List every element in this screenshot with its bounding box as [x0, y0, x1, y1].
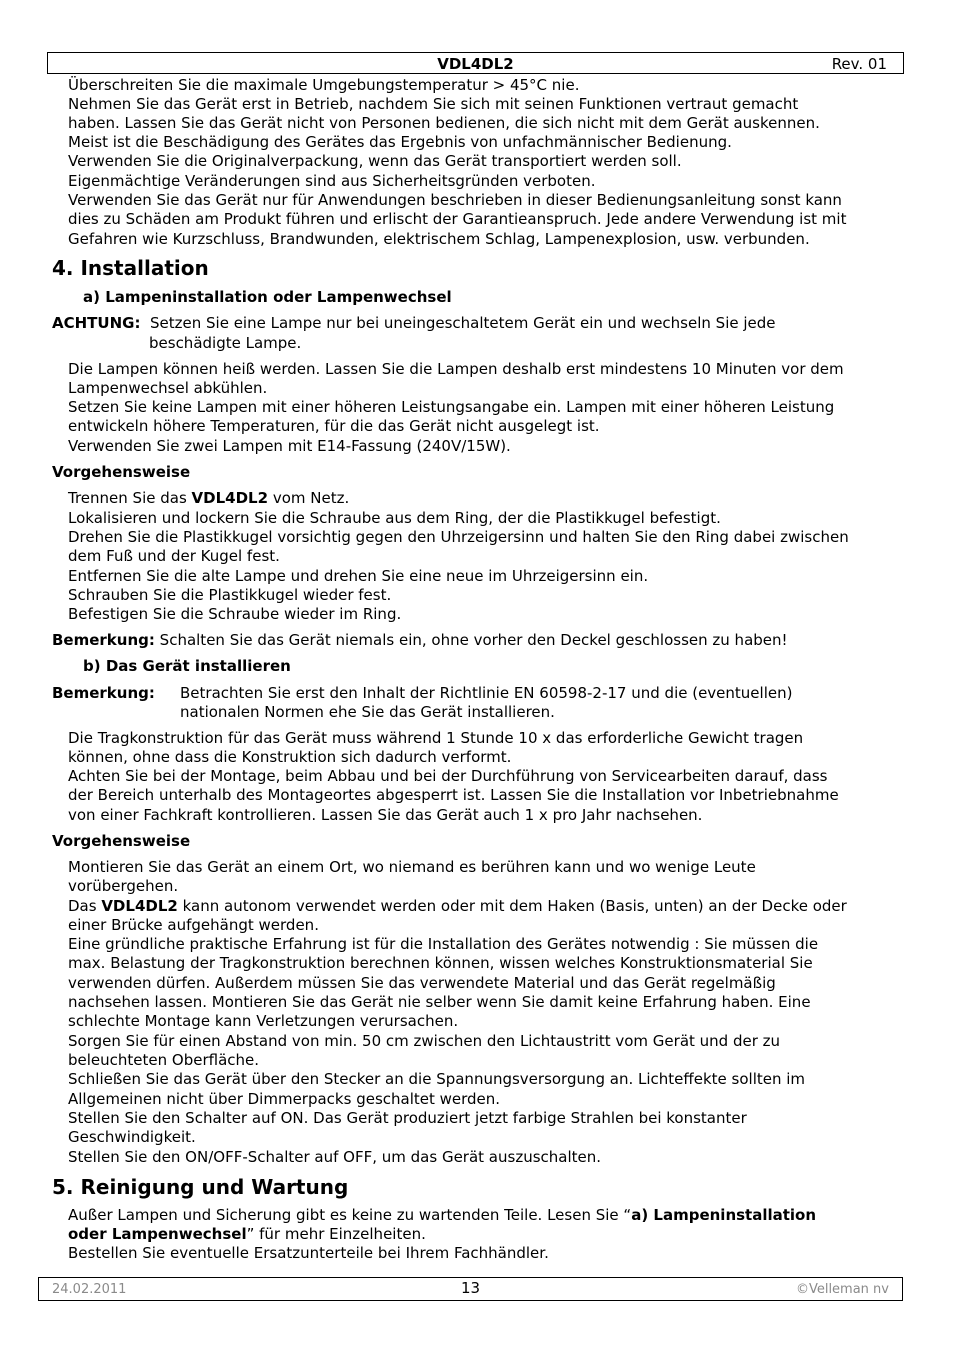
- text-line: Trennen Sie das VDL4DL2 vom Netz.: [68, 489, 350, 507]
- text-line: Nehmen Sie das Gerät erst in Betrieb, nachdem Sie sich mit seinen Funktionen vertraut gemacht: [68, 95, 799, 113]
- text-line: Befestigen Sie die Schraube wieder im Ring.: [68, 605, 402, 623]
- text-line: beleuchteten Oberfläche.: [68, 1051, 260, 1069]
- text-line: Eine gründliche praktische Erfahrung ist für die Installation des Gerätes notwendig : Sie müssen die: [68, 935, 819, 953]
- document-model: VDL4DL2: [437, 55, 514, 73]
- text-line: oder Lampenwechsel” für mehr Einzelheiten.: [68, 1225, 426, 1243]
- text-line: max. Belastung der Tragkonstruktion berechnen können, wissen welches Konstruktionsmaterial Sie: [68, 954, 813, 972]
- text-line: Meist ist die Beschädigung des Gerätes das Ergebnis von unfachmännischer Bedienung.: [68, 133, 732, 151]
- text-line: dem Fuß und der Kugel fest.: [68, 547, 280, 565]
- revision-label: Rev. 01: [831, 55, 887, 73]
- text-line: Überschreiten Sie die maximale Umgebungstemperatur > 45°C nie.: [68, 76, 580, 94]
- text-line: Verwenden Sie das Gerät nur für Anwendungen beschrieben in dieser Bedienungsanleitung sonst kann: [68, 191, 842, 209]
- text-line: Lokalisieren und lockern Sie die Schraube aus dem Ring, der die Plastikkugel befestigt.: [68, 509, 721, 527]
- text-line: Sorgen Sie für einen Abstand von min. 50 cm zwischen den Lichtaustritt vom Gerät und der zu: [68, 1032, 781, 1050]
- text-line: Drehen Sie die Plastikkugel vorsichtig gegen den Uhrzeigersinn und halten Sie den Ring dabei zwischen: [68, 528, 849, 546]
- text-line: Schließen Sie das Gerät über den Stecker an die Spannungsversorgung an. Lichteffekte sollten im: [68, 1070, 806, 1088]
- procedure-heading: Vorgehensweise: [52, 463, 191, 481]
- text-line: Das VDL4DL2 kann autonom verwendet werden oder mit dem Haken (Basis, unten) an der Decke oder: [68, 897, 847, 915]
- remark-label: Bemerkung:: [52, 684, 155, 702]
- text-line: Eigenmächtige Veränderungen sind aus Sicherheitsgründen verboten.: [68, 172, 596, 190]
- text-line: Montieren Sie das Gerät an einem Ort, wo niemand es berühren kann und wo wenige Leute: [68, 858, 756, 876]
- text-line: Bestellen Sie eventuelle Ersatzunterteile bei Ihrem Fachhändler.: [68, 1244, 549, 1262]
- text-line: Gefahren wie Kurzschluss, Brandwunden, elektrischem Schlag, Lampenexplosion, usw. verbunden.: [68, 230, 810, 248]
- remark-text: nationalen Normen ehe Sie das Gerät installieren.: [180, 703, 555, 721]
- text-line: Außer Lampen und Sicherung gibt es keine zu wartenden Teile. Lesen Sie “a) Lampeninstallation: [68, 1206, 817, 1224]
- warning-label: ACHTUNG:: [52, 314, 141, 332]
- text-line: Entfernen Sie die alte Lampe und drehen Sie eine neue im Uhrzeigersinn ein.: [68, 567, 649, 585]
- remark-line: Bemerkung: Schalten Sie das Gerät niemals ein, ohne vorher den Deckel geschlossen zu haben!: [52, 631, 788, 649]
- section-heading-installation: 4. Installation: [52, 256, 209, 280]
- text-line: schlechte Montage kann Verletzungen verursachen.: [68, 1012, 459, 1030]
- text-line: entwickeln höhere Temperaturen, für die das Gerät nicht ausgelegt ist.: [68, 417, 600, 435]
- warning-text: beschädigte Lampe.: [149, 334, 302, 352]
- text-line: Die Lampen können heiß werden. Lassen Sie die Lampen deshalb erst mindestens 10 Minuten vor dem: [68, 360, 844, 378]
- text-line: der Bereich unterhalb des Montageortes abgesperrt ist. Lassen Sie die Installation vor Inbetriebnahme: [68, 786, 839, 804]
- text-line: nachsehen lassen. Montieren Sie das Gerät nie selber wenn Sie damit keine Erfahrung haben. Eine: [68, 993, 811, 1011]
- footer-copyright: ©Velleman nv: [795, 1282, 889, 1297]
- procedure-heading: Vorgehensweise: [52, 832, 191, 850]
- text-line: Stellen Sie den ON/OFF-Schalter auf OFF, um das Gerät auszuschalten.: [68, 1148, 602, 1166]
- text-line: dies zu Schäden am Produkt führen und erlischt der Garantieanspruch. Jede andere Verwendung ist mit: [68, 210, 847, 228]
- subheading-install-device: b) Das Gerät installieren: [83, 657, 291, 675]
- text-line: einer Brücke aufgehängt werden.: [68, 916, 319, 934]
- subheading-lamp-replacement: a) Lampeninstallation oder Lampenwechsel: [83, 288, 452, 306]
- page-number: 13: [460, 1279, 481, 1297]
- text-line: Die Tragkonstruktion für das Gerät muss während 1 Stunde 10 x das erforderliche Gewicht tragen: [68, 729, 804, 747]
- text-line: vorübergehen.: [68, 877, 179, 895]
- text-line: Achten Sie bei der Montage, beim Abbau und bei der Durchführung von Servicearbeiten darauf, dass: [68, 767, 828, 785]
- footer-date: 24.02.2011: [52, 1282, 127, 1297]
- text-line: Setzen Sie keine Lampen mit einer höheren Leistungsangabe ein. Lampen mit einer höheren Leistung: [68, 398, 835, 416]
- page-footer: [38, 1277, 903, 1301]
- text-line: Allgemeinen nicht über Dimmerpacks geschaltet werden.: [68, 1090, 501, 1108]
- text-line: Lampenwechsel abkühlen.: [68, 379, 268, 397]
- remark-text: Betrachten Sie erst den Inhalt der Richtlinie EN 60598-2-17 und die (eventuellen): [180, 684, 793, 702]
- text-line: Geschwindigkeit.: [68, 1128, 196, 1146]
- text-line: können, ohne dass die Konstruktion sich dadurch verformt.: [68, 748, 512, 766]
- text-line: haben. Lassen Sie das Gerät nicht von Personen bedienen, die sich nicht mit dem Gerät auskennen.: [68, 114, 820, 132]
- section-heading-maintenance: 5. Reinigung und Wartung: [52, 1175, 349, 1199]
- page-header: [47, 52, 904, 74]
- text-line: Verwenden Sie zwei Lampen mit E14-Fassung (240V/15W).: [68, 437, 511, 455]
- text-line: Schrauben Sie die Plastikkugel wieder fest.: [68, 586, 392, 604]
- text-line: von einer Fachkraft kontrollieren. Lassen Sie das Gerät auch 1 x pro Jahr nachsehen.: [68, 806, 703, 824]
- warning-text: Setzen Sie eine Lampe nur bei uneingeschaltetem Gerät ein und wechseln Sie jede: [150, 314, 776, 332]
- text-line: Verwenden Sie die Originalverpackung, wenn das Gerät transportiert werden soll.: [68, 152, 682, 170]
- text-line: verwenden dürfen. Außerdem müssen Sie das verwendete Material und das Gerät regelmäßig: [68, 974, 776, 992]
- text-line: Stellen Sie den Schalter auf ON. Das Gerät produziert jetzt farbige Strahlen bei konstanter: [68, 1109, 747, 1127]
